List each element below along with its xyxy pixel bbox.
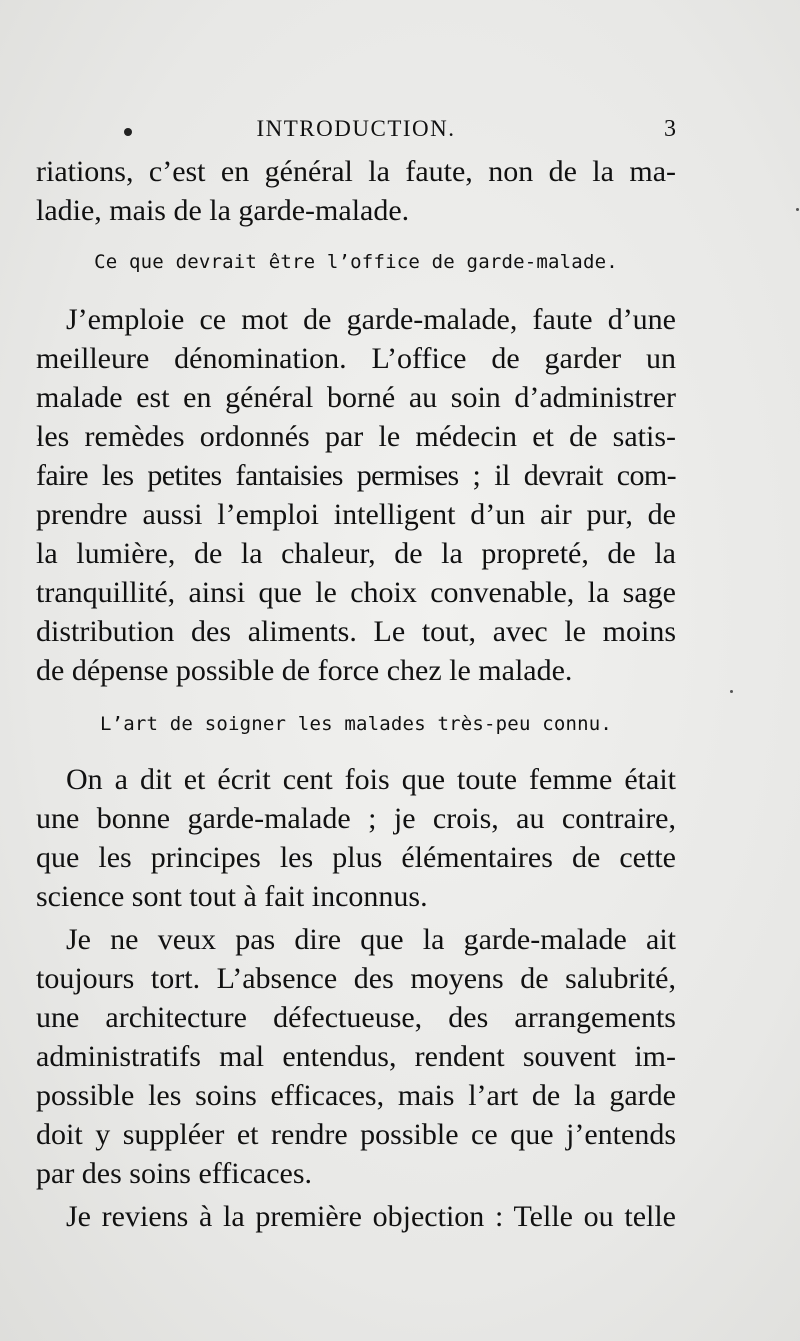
paragraph xyxy=(36,300,676,690)
text-line: une architecture défectueuse, des arrangements xyxy=(36,1001,676,1034)
text-line: distribution des aliments. Le tout, avec le moins xyxy=(36,615,676,648)
text-line: faire les petites fantaisies permises ; il devrait com- xyxy=(36,459,676,492)
ink-speck xyxy=(730,690,733,693)
marginal-heading: L’art de soigner les malades très-peu connu. xyxy=(99,713,613,735)
marginal-heading: Ce que devrait être l’office de garde-malade. xyxy=(94,251,618,273)
text-line: une bonne garde-malade ; je crois, au contraire, xyxy=(36,802,676,835)
paragraph xyxy=(36,1197,676,1236)
paragraph xyxy=(36,920,676,1193)
text-line: malade est en général borné au soin d’administrer xyxy=(36,381,676,414)
body-text xyxy=(36,152,676,1236)
text-line: de dépense possible de force chez le malade. xyxy=(36,654,573,687)
paragraph-continuation xyxy=(36,152,676,230)
text-line: toujours tort. L’absence des moyens de salubrité, xyxy=(36,962,676,995)
text-line: science sont tout à fait inconnus. xyxy=(36,880,428,913)
text-line: On a dit et écrit cent fois que toute femme était xyxy=(66,763,676,796)
ink-speck xyxy=(796,208,799,211)
running-head xyxy=(36,112,676,146)
text-line: la lumière, de la chaleur, de la propreté, de la xyxy=(36,537,676,570)
paragraph xyxy=(36,760,676,916)
text-line: riations, c’est en général la faute, non de la ma- xyxy=(36,155,676,188)
text-line: J’emploie ce mot de garde-malade, faute d’une xyxy=(66,303,676,336)
text-line: prendre aussi l’emploi intelligent d’un air pur, de xyxy=(36,498,676,531)
text-line: tranquillité, ainsi que le choix convenable, la sage xyxy=(36,576,676,609)
text-line: doit y suppléer et rendre possible ce que j’entends xyxy=(36,1118,676,1151)
text-line: par des soins efficaces. xyxy=(36,1157,313,1190)
text-line: administratifs mal entendus, rendent souvent im- xyxy=(36,1040,676,1073)
text-line: les remèdes ordonnés par le médecin et de satis- xyxy=(36,420,676,453)
text-line: possible les soins efficaces, mais l’art de la garde xyxy=(36,1079,676,1112)
running-title: INTRODUCTION. xyxy=(256,116,456,141)
text-line: Je reviens à la première objection : Telle ou telle xyxy=(66,1200,676,1233)
text-line: ladie, mais de la garde-malade. xyxy=(36,194,410,227)
text-line: Je ne veux pas dire que la garde-malade ait xyxy=(66,923,676,956)
text-line: que les principes les plus élémentaires de cette xyxy=(36,841,676,874)
text-line: meilleure dénomination. L’office de garder un xyxy=(36,342,676,375)
page-number: 3 xyxy=(664,116,676,142)
